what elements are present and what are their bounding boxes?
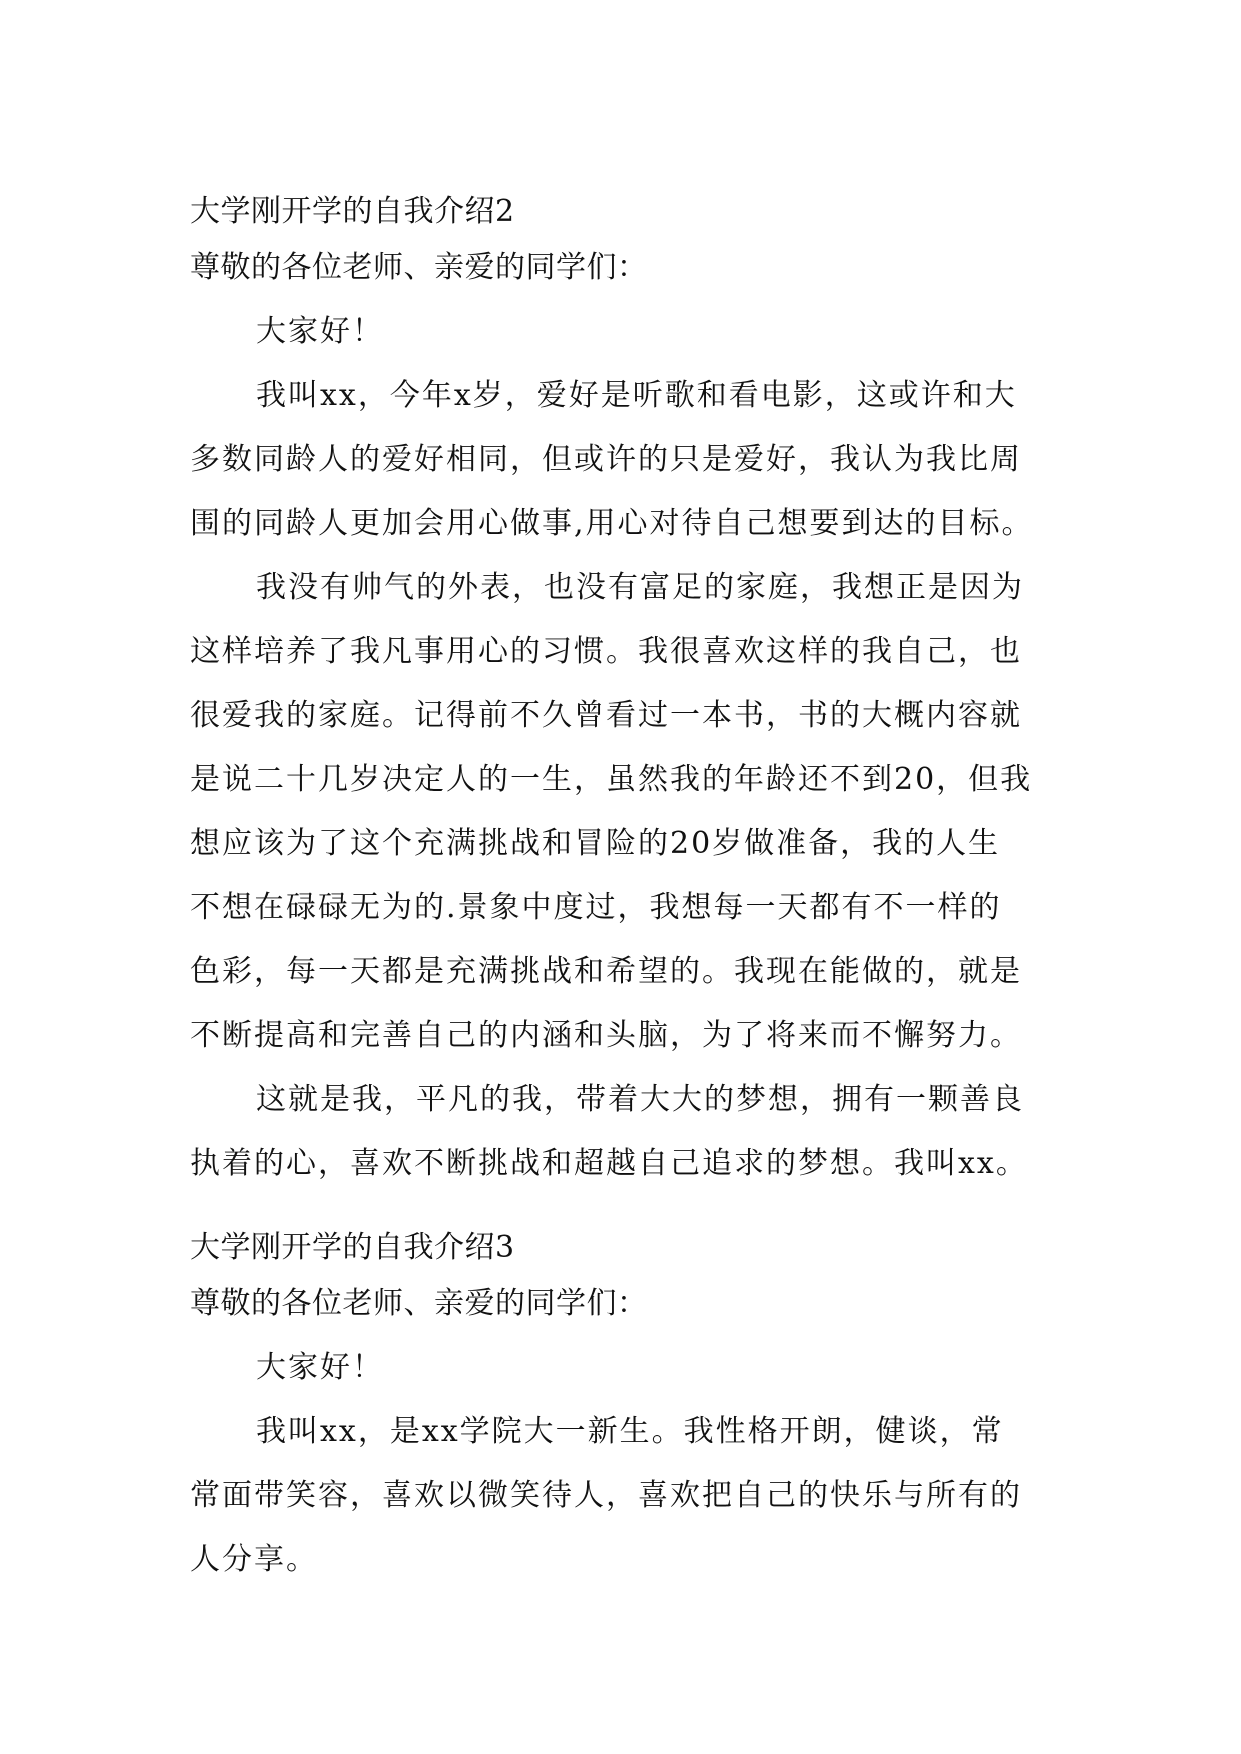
paragraph-line: 人分享。	[190, 1542, 318, 1577]
essay-title: 大学刚开学的自我介绍3	[190, 1230, 515, 1265]
document-body	[190, 190, 1060, 1602]
paragraph-line: 我没有帅气的外表，也没有富足的家庭，我想正是因为	[256, 570, 1024, 605]
paragraph-line: 是说二十几岁决定人的一生，虽然我的年龄还不到20，但我	[190, 762, 1033, 797]
paragraph-line: 我叫xx，今年x岁，爱好是听歌和看电影，这或许和大	[256, 378, 1017, 413]
paragraph-line: 我叫xx，是xx学院大一新生。我性格开朗，健谈，常	[256, 1414, 1004, 1449]
essay-section-3	[190, 1226, 1060, 1582]
salutation: 尊敬的各位老师、亲爱的同学们：	[190, 250, 648, 285]
paragraph-line: 色彩，每一天都是充满挑战和希望的。我现在能做的，就是	[190, 954, 1022, 989]
paragraph-line: 不断提高和完善自己的内涵和头脑，为了将来而不懈努力。	[190, 1018, 1022, 1053]
greeting-line: 大家好！	[256, 1350, 384, 1385]
paragraph-line: 这就是我，平凡的我，带着大大的梦想，拥有一颗善良	[256, 1082, 1024, 1117]
paragraph-line: 不想在碌碌无为的.景象中度过，我想每一天都有不一样的	[190, 890, 1002, 925]
greeting-line: 大家好！	[256, 314, 384, 349]
paragraph-line: 围的同龄人更加会用心做事,用心对待自己想要到达的目标。	[190, 506, 1034, 541]
essay-title: 大学刚开学的自我介绍2	[190, 194, 515, 229]
paragraph-line: 多数同龄人的爱好相同，但或许的只是爱好，我认为我比周	[190, 442, 1022, 477]
paragraph-line: 常面带笑容，喜欢以微笑待人，喜欢把自己的快乐与所有的	[190, 1478, 1022, 1513]
paragraph-line: 想应该为了这个充满挑战和冒险的20岁做准备，我的人生	[190, 826, 1001, 861]
paragraph-line: 执着的心，喜欢不断挑战和超越自己追求的梦想。我叫xx。	[190, 1146, 1028, 1181]
essay-section-2	[190, 190, 1060, 1186]
salutation: 尊敬的各位老师、亲爱的同学们：	[190, 1286, 648, 1321]
paragraph-line: 很爱我的家庭。记得前不久曾看过一本书，书的大概内容就	[190, 698, 1022, 733]
paragraph-line: 这样培养了我凡事用心的习惯。我很喜欢这样的我自己，也	[190, 634, 1022, 669]
